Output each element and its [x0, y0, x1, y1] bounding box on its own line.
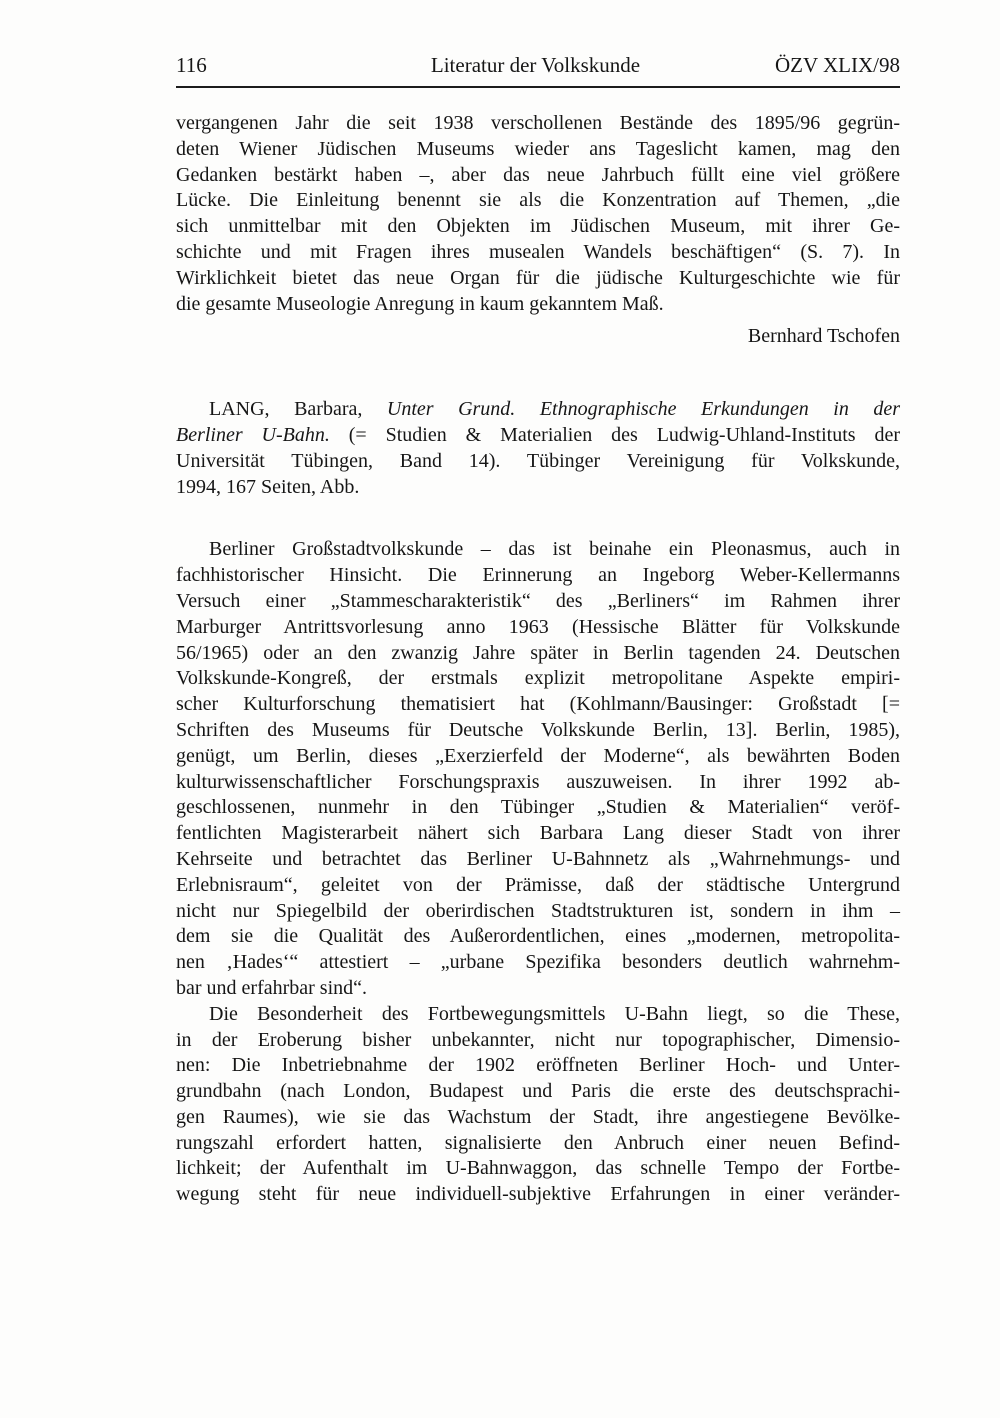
text-line: gen Raumes), wie sie das Wachstum der Stadt, ihre angestiegene Bevölke-	[176, 1105, 900, 1128]
text-line: grundbahn (nach London, Budapest und Paris die erste des deutschsprachi-	[176, 1080, 900, 1103]
text-line: Wirklichkeit bietet das neue Organ für die jüdische Kulturgeschichte wie für	[176, 266, 900, 289]
page-number: 116	[176, 53, 207, 77]
text-line: rungszahl erfordert hatten, signalisierte den Anbruch einer neuen Befind-	[176, 1131, 900, 1154]
text-line: deten Wiener Jüdischen Museums wieder ans Tageslicht kamen, mag den	[176, 137, 900, 160]
page-body	[176, 111, 900, 1208]
text-line: wegung steht für neue individuell-subjektive Erfahrungen in einer veränder-	[176, 1183, 900, 1206]
text-line: geschlossenen, nunmehr in den Tübinger „Studien & Materialien“ veröf-	[176, 796, 900, 819]
text-line: kulturwissenschaftlicher Forschungspraxis auszuweisen. In ihrer 1992 ab-	[176, 770, 900, 793]
text-line: genügt, um Berlin, dieses „Exerzierfeld der Moderne“, als bewährten Boden	[176, 744, 900, 767]
text-line: Volkskunde-Kongreß, der erstmals explizit metropolitane Aspekte empiri-	[176, 667, 900, 690]
journal-reference: ÖZV XLIX/98	[774, 53, 900, 77]
running-title: Literatur der Volkskunde	[430, 53, 641, 77]
review-2-paragraph	[176, 537, 900, 1208]
text-line: vergangenen Jahr die seit 1938 verschollenen Bestände des 1895/96 gegrün-	[176, 112, 900, 134]
citation-line: Universität Tübingen, Band 14). Tübinger Vereinigung für Volkskunde,	[176, 449, 900, 472]
text-line: 56/1965) oder an den zwanzig Jahre später in Berlin tagenden 24. Deutschen	[176, 641, 900, 664]
citation-line	[176, 397, 900, 423]
text-line: Schriften des Museums für Deutsche Volkskunde Berlin, 13]. Berlin, 1985),	[176, 718, 900, 741]
header-rule	[176, 86, 900, 88]
text-line: die gesamte Museologie Anregung in kaum gekanntem Maß.	[176, 292, 664, 315]
text-line: in der Eroberung bisher unbekannter, nicht nur topographischer, Dimensio-	[176, 1028, 900, 1051]
text-line: schichte und mit Fragen ihres musealen Wandels beschäftigen“ (S. 7). In	[176, 240, 900, 263]
reviewer-signature: Bernhard Tschofen	[747, 325, 900, 348]
citation-author: LANG, Barbara,	[209, 398, 387, 421]
text-line: Lücke. Die Einleitung benennt sie als die Konzentration auf Themen, „die	[176, 189, 900, 212]
text-line: fentlichten Magisterarbeit nähert sich Barbara Lang dieser Stadt von ihrer	[176, 822, 900, 845]
text-line: Gedanken bestärkt haben –, aber das neue Jahrbuch füllt eine viel größere	[176, 163, 900, 186]
citation-line: 1994, 167 Seiten, Abb.	[176, 475, 360, 498]
text-line: sich unmittelbar mit den Objekten im Jüdischen Museum, mit ihrer Ge-	[176, 215, 900, 238]
citation-title-italic: Berliner U-Bahn.	[176, 423, 330, 446]
text-line: lichkeit; der Aufenthalt im U-Bahnwaggon, das schnelle Tempo der Fortbe-	[176, 1157, 900, 1180]
citation-series: (= Studien & Materialien des Ludwig-Uhland-Instituts der	[329, 423, 900, 446]
text-line: Marburger Antrittsvorlesung anno 1963 (Hessische Blätter für Volkskunde	[176, 615, 900, 638]
citation-line	[176, 423, 900, 449]
book-citation-paragraph	[176, 397, 900, 500]
text-line: bar und erfahrbar sind“.	[176, 976, 368, 999]
text-line: fachhistorischer Hinsicht. Die Erinnerung an Ingeborg Weber-Kellermanns	[176, 564, 900, 587]
page-header	[176, 52, 900, 78]
text-line: dem sie die Qualität des Außerordentlichen, eines „modernen, metropolita-	[176, 925, 900, 948]
text-line: Die Besonderheit des Fortbewegungsmittels U-Bahn liegt, so die These,	[209, 1002, 900, 1025]
text-line: nen ‚Hades‘“ attestiert – „urbane Spezifika besonders deutlich wahrnehm-	[176, 951, 900, 974]
text-line: Kehrseite und betrachtet das Berliner U-Bahnnetz als „Wahrnehmungs- und	[176, 847, 900, 870]
text-line: Versuch einer „Stammescharakteristik“ des „Berliners“ im Rahmen ihrer	[176, 589, 900, 612]
text-line: Erlebnisraum“, geleitet von der Prämisse, daß der städtische Untergrund	[176, 873, 900, 896]
text-line: Berliner Großstadtvolkskunde – das ist beinahe ein Pleonasmus, auch in	[209, 538, 900, 561]
text-column	[176, 52, 900, 1208]
citation-title-italic: Unter Grund. Ethnographische Erkundungen in der	[386, 398, 900, 421]
text-line: nen: Die Inbetriebnahme der 1902 eröffneten Berliner Hoch- und Unter-	[176, 1054, 900, 1077]
text-line: scher Kulturforschung thematisiert hat (Kohlmann/Bausinger: Großstadt [=	[176, 693, 900, 716]
text-line: nicht nur Spiegelbild der oberirdischen Stadtstrukturen ist, sondern in ihm –	[176, 899, 900, 922]
review-1-paragraph	[176, 111, 900, 317]
